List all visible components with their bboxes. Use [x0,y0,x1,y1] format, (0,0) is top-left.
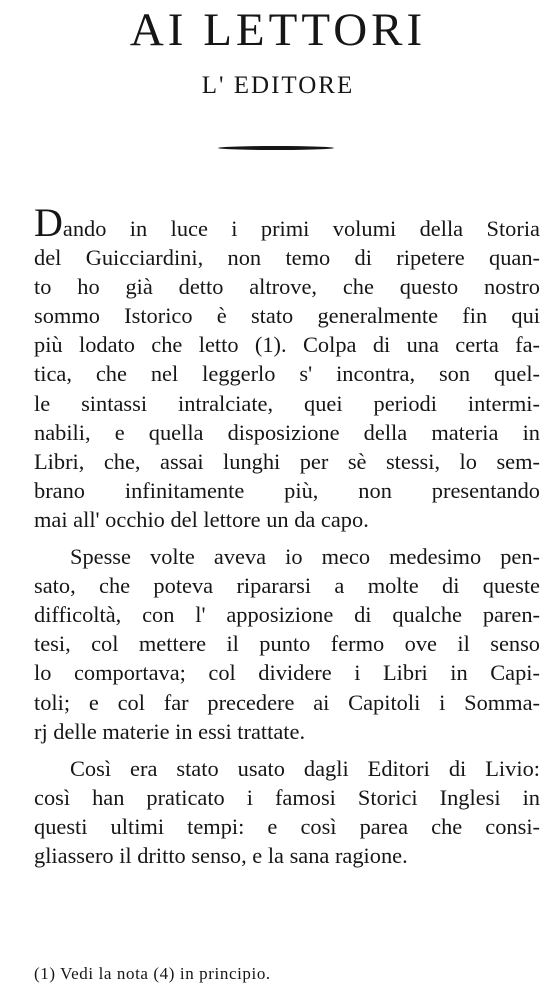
body-text [34,200,540,870]
text-line: gliassero il dritto senso, e la sana ragione. [34,842,408,868]
text-line: Dando in luce i primi volumi della Storia [34,200,540,245]
text-line: mai all' occhio del lettore un da capo. [34,506,369,532]
paragraph-3 [34,754,540,870]
text-line: sato, che poteva ripararsi a molte di queste [34,573,540,599]
text-line: to ho già detto altrove, che questo nostro [34,274,540,300]
drop-cap: D [34,200,63,245]
text-line: difficoltà, con l' apposizione di qualche paren- [34,602,540,628]
text-line: brano infinitamente più, non presentando [34,477,540,503]
text-line: le sintassi intralciate, quei periodi intermi- [34,390,540,416]
text-line: Così era stato usato dagli Editori di Livio: [70,755,540,781]
text-line: lo comportava; col dividere i Libri in Capi- [34,660,540,686]
footnote: (1) Vedi la nota (4) in principio. [34,964,271,983]
text-line: più lodato che letto (1). Colpa di una certa fa- [34,332,540,358]
text-line: Libri, che, assai lunghi per sè stessi, lo sem- [34,448,540,474]
page-subtitle: L' EDITORE [201,72,355,99]
text-line: Spesse volte aveva io meco medesimo pen- [70,544,540,570]
ornamental-rule [218,146,334,150]
page-title: AI LETTORI [129,4,427,56]
text-line: del Guicciardini, non temo di ripetere quan- [34,245,540,271]
text-line: nabili, e quella disposizione della materia in [34,419,540,445]
text-line: tica, che nel leggerlo s' incontra, son quel- [34,361,540,387]
text-line: rj delle materie in essi trattate. [34,718,306,744]
text-line: tesi, col mettere il punto fermo ove il senso [34,631,540,657]
paragraph-1 [34,200,540,534]
text-line: sommo Istorico è stato generalmente fin qui [34,303,540,329]
text-line: toli; e col far precedere ai Capitoli i Somma- [34,689,540,715]
text-line: così han praticato i famosi Storici Inglesi in [34,784,540,810]
text-line: questi ultimi tempi: e così parea che consi- [34,813,540,839]
paragraph-2 [34,542,540,746]
